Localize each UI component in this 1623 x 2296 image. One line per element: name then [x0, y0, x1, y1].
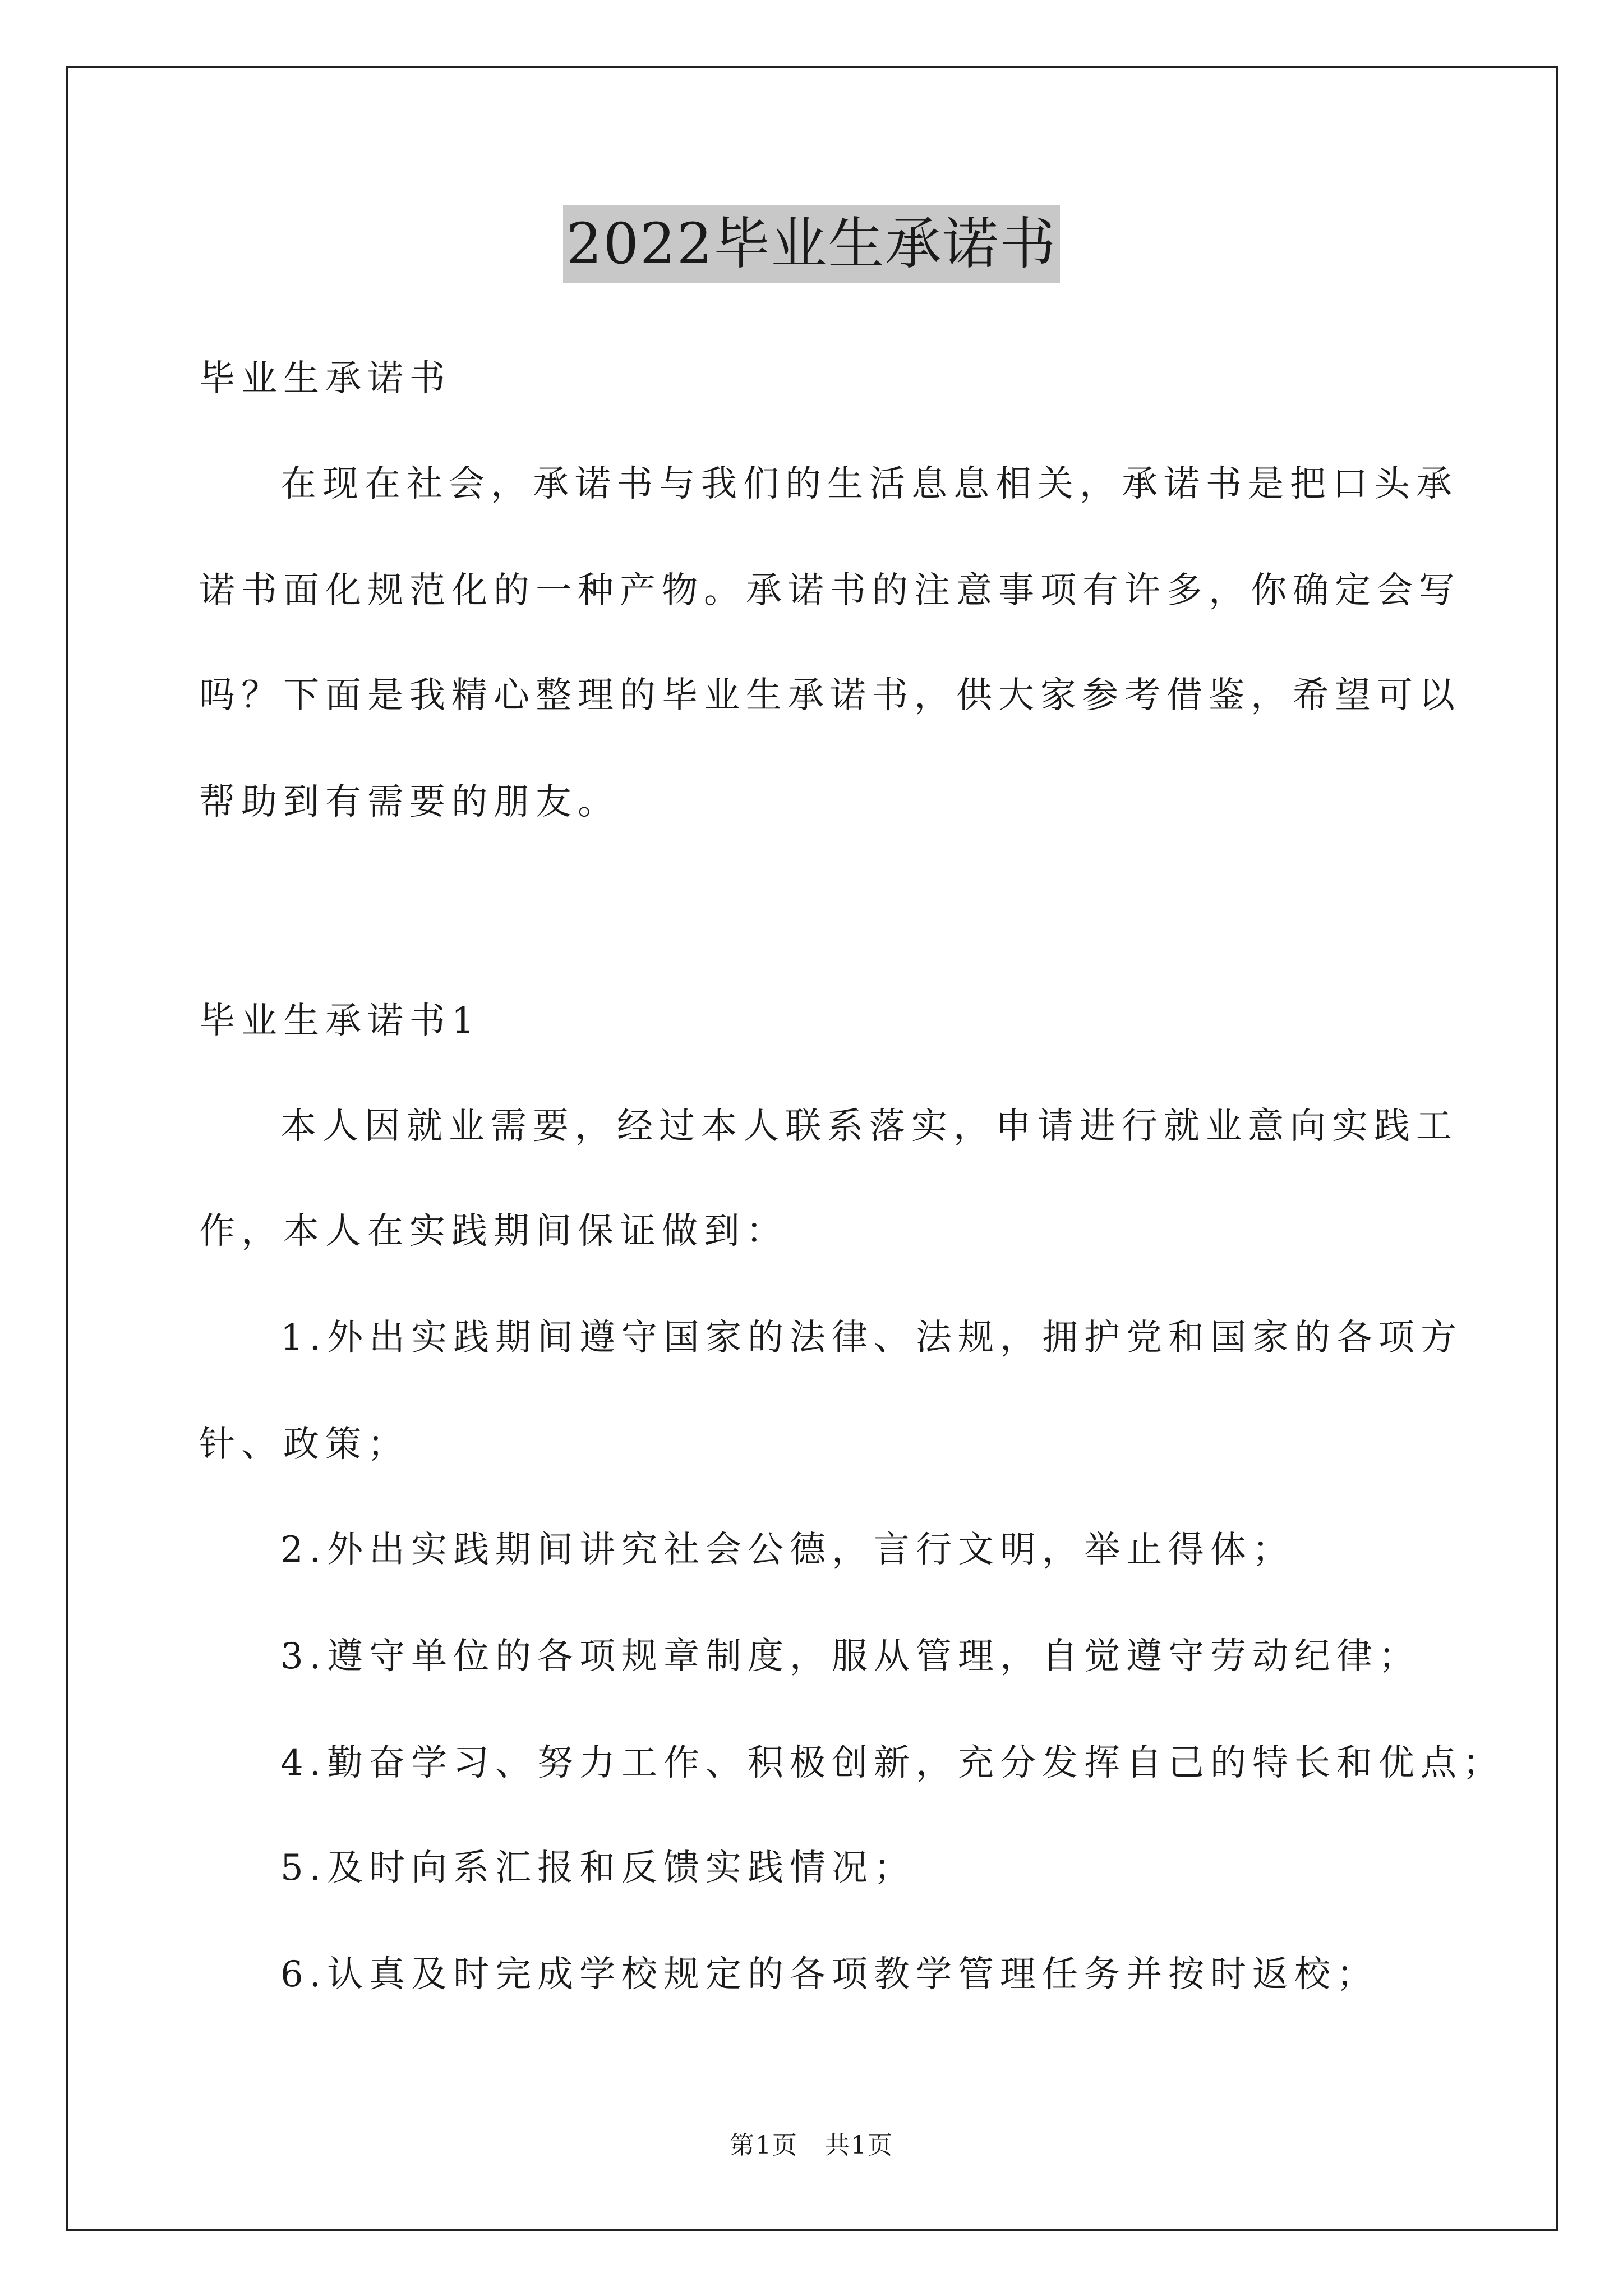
list-item: 6.认真及时完成学校规定的各项教学管理任务并按时返校； — [280, 1954, 1379, 1995]
section-heading: 毕业生承诺书 — [199, 358, 451, 399]
intro-line: 吗？下面是我精心整理的毕业生承诺书，供大家参考借鉴，希望可以 — [199, 675, 1461, 716]
body-line: 作，本人在实践期间保证做到： — [199, 1211, 788, 1252]
list-item-continuation: 针、政策； — [199, 1424, 409, 1465]
list-item: 4.勤奋学习、努力工作、积极创新，充分发挥自己的特长和优点； — [280, 1742, 1505, 1784]
intro-line: 帮助到有需要的朋友。 — [199, 781, 620, 823]
page-footer — [0, 2129, 1623, 2162]
intro-line: 在现在社会，承诺书与我们的生活息息相关，承诺书是把口头承 — [280, 463, 1458, 505]
list-item: 3.遵守单位的各项规章制度，服从管理，自觉遵守劳动纪律； — [280, 1636, 1421, 1677]
title-container — [0, 205, 1623, 283]
list-item: 1.外出实践期间遵守国家的法律、法规，拥护党和国家的各项方 — [280, 1317, 1463, 1359]
intro-line: 诺书面化规范化的一种产物。承诺书的注意事项有许多，你确定会写 — [199, 570, 1461, 611]
section-heading: 毕业生承诺书1 — [199, 1000, 481, 1042]
page-number: 第1页 — [730, 2131, 798, 2160]
body-line: 本人因就业需要，经过本人联系落实，申请进行就业意向实践工 — [280, 1106, 1458, 1147]
list-item: 2.外出实践期间讲究社会公德，言行文明，举止得体； — [280, 1529, 1295, 1571]
document-title: 2022毕业生承诺书 — [563, 205, 1061, 283]
page-total: 共1页 — [825, 2131, 893, 2160]
list-item: 5.及时向系汇报和反馈实践情况； — [280, 1847, 916, 1889]
